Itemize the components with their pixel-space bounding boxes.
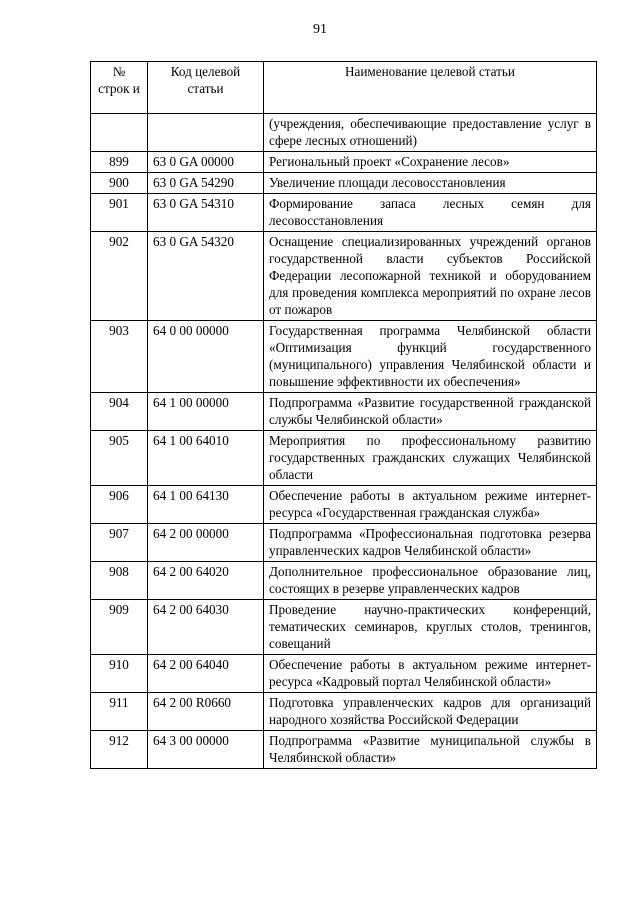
header-row-number: № строк и <box>91 62 148 114</box>
row-number-cell: 912 <box>91 731 148 769</box>
table-row <box>91 431 597 486</box>
table-row <box>91 393 597 431</box>
page-number: 91 <box>313 22 327 37</box>
row-number-cell: 911 <box>91 693 148 731</box>
row-number-cell: 899 <box>91 152 148 173</box>
name-cell: Формирование запаса лесных семян для лесовосстановления <box>264 194 597 232</box>
code-cell: 64 3 00 00000 <box>148 731 264 769</box>
table-row <box>91 562 597 600</box>
row-number-cell: 907 <box>91 524 148 562</box>
code-cell: 64 2 00 64020 <box>148 562 264 600</box>
name-cell: Подпрограмма «Развитие муниципальной службы в Челябинской области» <box>264 731 597 769</box>
header-code: Код целевой статьи <box>148 62 264 114</box>
table-row <box>91 731 597 769</box>
row-number-cell: 901 <box>91 194 148 232</box>
code-cell: 64 2 00 R0660 <box>148 693 264 731</box>
row-number-cell: 906 <box>91 486 148 524</box>
target-articles-table <box>90 61 597 769</box>
table-row <box>91 693 597 731</box>
table-row <box>91 152 597 173</box>
name-cell: Увеличение площади лесовосстановления <box>264 173 597 194</box>
row-number-cell: 905 <box>91 431 148 486</box>
row-number-cell: 909 <box>91 600 148 655</box>
name-cell: Мероприятия по профессиональному развитию государственных гражданских служащих Челябинской области <box>264 431 597 486</box>
table-body <box>91 114 597 769</box>
name-cell: (учреждения, обеспечивающие предоставление услуг в сфере лесных отношений) <box>264 114 597 152</box>
code-cell: 64 1 00 64010 <box>148 431 264 486</box>
name-cell: Подпрограмма «Профессиональная подготовка резерва управленческих кадров Челябинской области» <box>264 524 597 562</box>
code-cell: 64 0 00 00000 <box>148 321 264 393</box>
table-row <box>91 194 597 232</box>
row-number-cell: 910 <box>91 655 148 693</box>
name-cell: Обеспечение работы в актуальном режиме интернет-ресурса «Государственная гражданская служба» <box>264 486 597 524</box>
code-cell: 64 1 00 00000 <box>148 393 264 431</box>
name-cell: Государственная программа Челябинской области «Оптимизация функций государственного (муниципального) управления Челябинской области и повышение эффективности их обеспечения» <box>264 321 597 393</box>
table-row <box>91 655 597 693</box>
row-number-cell <box>91 114 148 152</box>
code-cell: 63 0 GA 54290 <box>148 173 264 194</box>
table-row <box>91 232 597 321</box>
table-row <box>91 486 597 524</box>
code-cell: 64 2 00 64040 <box>148 655 264 693</box>
row-number-cell: 900 <box>91 173 148 194</box>
row-number-cell: 908 <box>91 562 148 600</box>
row-number-cell: 903 <box>91 321 148 393</box>
name-cell: Подготовка управленческих кадров для организаций народного хозяйства Российской Федерации <box>264 693 597 731</box>
row-number-cell: 904 <box>91 393 148 431</box>
code-cell: 63 0 GA 00000 <box>148 152 264 173</box>
table-row <box>91 173 597 194</box>
name-cell: Дополнительное профессиональное образование лиц, состоящих в резерве управленческих кадров <box>264 562 597 600</box>
code-cell: 63 0 GA 54320 <box>148 232 264 321</box>
code-cell: 64 2 00 00000 <box>148 524 264 562</box>
header-name: Наименование целевой статьи <box>264 62 597 114</box>
table-header-row <box>91 62 597 114</box>
row-number-cell: 902 <box>91 232 148 321</box>
name-cell: Проведение научно-практических конференций, тематических семинаров, круглых столов, тренингов, совещаний <box>264 600 597 655</box>
table-row <box>91 524 597 562</box>
name-cell: Обеспечение работы в актуальном режиме интернет-ресурса «Кадровый портал Челябинской области» <box>264 655 597 693</box>
code-cell: 63 0 GA 54310 <box>148 194 264 232</box>
name-cell: Оснащение специализированных учреждений органов государственной власти субъектов Российской Федерации лесопожарной техникой и оборудованием для проведения комплекса мероприятий по охране лесов от пожаров <box>264 232 597 321</box>
table-row <box>91 321 597 393</box>
table-row <box>91 114 597 152</box>
name-cell: Подпрограмма «Развитие государственной гражданской службы Челябинской области» <box>264 393 597 431</box>
name-cell: Региональный проект «Сохранение лесов» <box>264 152 597 173</box>
code-cell: 64 1 00 64130 <box>148 486 264 524</box>
code-cell: 64 2 00 64030 <box>148 600 264 655</box>
code-cell <box>148 114 264 152</box>
table-row <box>91 600 597 655</box>
